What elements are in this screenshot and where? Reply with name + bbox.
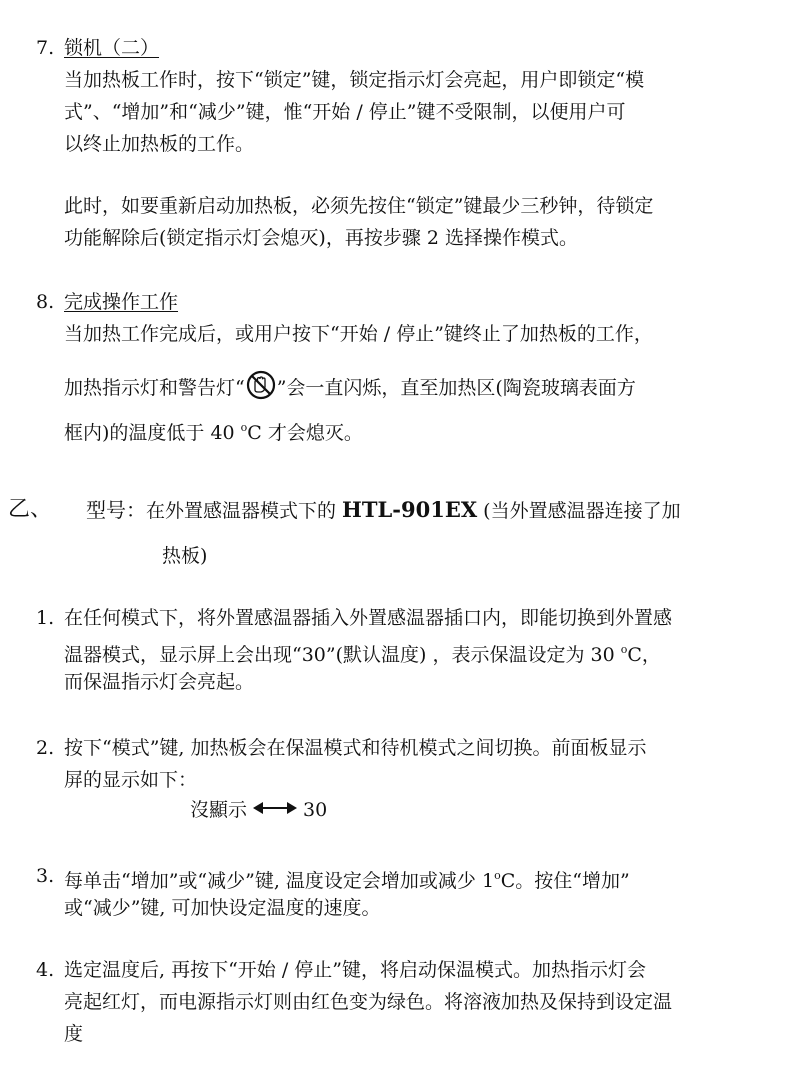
display-value-label: 30 [303, 799, 328, 821]
text-span: C， [627, 644, 661, 666]
item-4-number: 4. [36, 959, 55, 981]
text-line: 或“减少”键, 可加快设定温度的速度。 [64, 897, 381, 919]
section-8-title: 完成操作工作 [64, 291, 179, 313]
text-span: 框内)的温度低于 40 [64, 422, 241, 444]
text-line [64, 860, 630, 892]
section-b-heading [86, 494, 681, 526]
text-line: 亮起红灯，而电源指示灯则由红色变为绿色。将溶液加热及保持到设定温 [64, 991, 673, 1013]
hot-surface-warning-icon [246, 370, 276, 400]
item-1-number: 1. [36, 607, 55, 629]
text-span: (当外置感温器连接了加 [477, 500, 681, 522]
item-3-number: 3. [36, 865, 55, 887]
item-3-text [64, 860, 630, 924]
text-span: ”会一直闪烁，直至加热区(陶瓷玻璃表面方 [276, 377, 636, 399]
text-line: 当加热板工作时，按下“锁定”键，锁定指示灯会亮起，用户即锁定“模 [64, 69, 645, 91]
text-line: 在任何模式下，将外置感温器插入外置感温器插口内，即能切换到外置感 [64, 607, 673, 629]
section-7-paragraph-2 [64, 190, 653, 254]
text-line: 屏的显示如下： [64, 769, 198, 791]
display-indicator [190, 794, 327, 826]
double-arrow-icon [253, 801, 297, 815]
section-8-line-2 [64, 370, 636, 402]
section-b-marker: 乙、 [8, 497, 53, 522]
section-8-number: 8. [36, 291, 55, 313]
section-7-title: 锁机（二） [64, 37, 160, 59]
text-span: 加热指示灯和警告灯“ [64, 377, 245, 399]
text-line: 而保温指示灯会亮起。 [64, 671, 255, 693]
model-number: HTL-901EX [342, 497, 478, 522]
item-2-text [64, 732, 647, 796]
section-8-line-1: 当加热工作完成后，或用户按下“开始 / 停止”键终止了加热板的工作， [64, 323, 653, 345]
text-line: 选定温度后, 再按下“开始 / 停止”键，将启动保温模式。加热指示灯会 [64, 959, 646, 981]
text-line: 度 [64, 1023, 84, 1045]
text-line: 式”、“增加”和“减少”键，惟“开始 / 停止”键不受限制，以便用户可 [64, 101, 626, 123]
text-span: 每单击“增加”或“减少”键, 温度设定会增加或减少 1 [64, 870, 495, 892]
section-b-heading-line-2: 热板) [162, 545, 208, 567]
text-line: 此时，如要重新启动加热板，必须先按住“锁定”键最少三秒钟，待锁定 [64, 195, 654, 217]
text-span: 温器模式，显示屏上会出现“30”(默认温度) ，表示保温设定为 30 [64, 644, 621, 666]
section-b-label: 型号： [86, 498, 146, 522]
text-line: 以终止加热板的工作。 [64, 133, 255, 155]
section-7-paragraph-1 [64, 64, 644, 160]
text-span: C 才会熄灭。 [247, 422, 363, 444]
text-span: 在外置感温器模式下的 [146, 500, 343, 522]
item-1-text [64, 602, 672, 698]
text-line: 按下“模式”键, 加热板会在保温模式和待机模式之间切换。前面板显示 [64, 737, 647, 759]
text-span: C。按住“增加” [500, 870, 630, 892]
degree-superscript: o [620, 643, 628, 656]
degree-superscript: o [240, 421, 248, 434]
text-line: 功能解除后(锁定指示灯会熄灭)，再按步骤 2 选择操作模式。 [64, 227, 578, 249]
text-line [64, 634, 672, 666]
section-7-number: 7. [36, 37, 55, 59]
item-4-text [64, 954, 672, 1050]
item-2-number: 2. [36, 737, 55, 759]
degree-superscript: o [494, 869, 501, 882]
display-blank-label: 沒顯示 [190, 799, 248, 821]
section-8-line-3 [64, 412, 363, 444]
